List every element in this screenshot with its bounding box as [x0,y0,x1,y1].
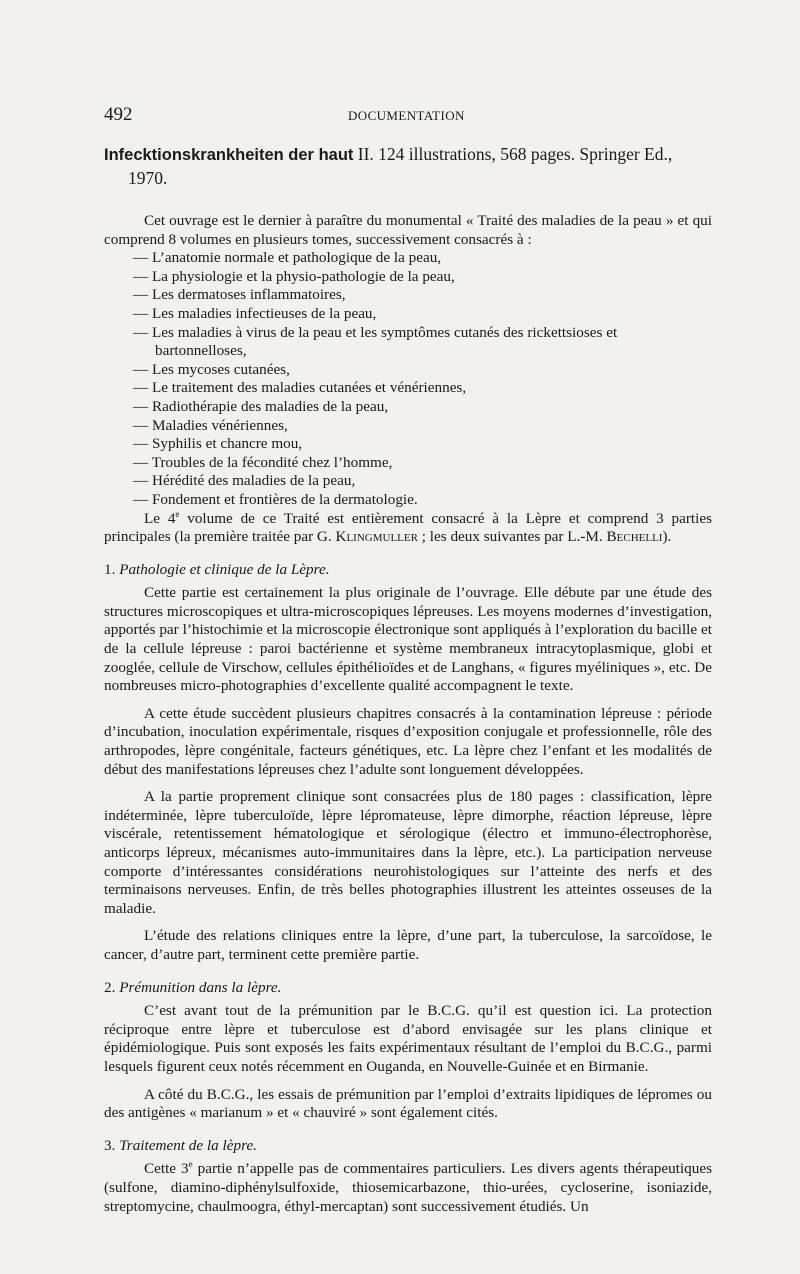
text-run: volume de ce Traité est entièrement consacré à la Lèpre et comprend 3 parties principales (la première traitée par G. [104,509,712,546]
page-header [104,104,704,134]
paragraph: A la partie proprement clinique sont consacrées plus de 180 pages : classification, lèpre indéterminée, lèpre tuberculoïde, lèpre lépromateuse, lèpre dimorphe, réaction lépreuse, lèpre viscérale, retentissement hématologique et sérologique (électro et immuno-électrophorèse, anticorps lépreux, mécanismes auto-immunitaires dans la lèpre, etc.). La participation nerveuse comporte d’intéressantes considérations neurohistologiques sur l’atteinte des nerfs et des terminaisons nerveuses. Enfin, de très belles photographies illustrent les atteintes osseuses de la maladie. [104,788,712,917]
section-number: 1. [104,560,116,578]
text-run: ; les deux suivantes par L.-M. [421,528,603,546]
list-item: — Les dermatoses inflammatoires, [133,286,346,304]
section-heading-2 [104,979,712,998]
author-name: Bechelli [606,528,663,546]
article-body [104,143,712,1216]
superscript: e [175,508,180,519]
paragraph: A côté du B.C.G., les essais de prémunition par l’emploi d’extraits lipidiques de lépromes ou des antigènes « marianum » et « chauviré » sont également cités. [104,1085,712,1122]
paragraph: L’étude des relations cliniques entre la lèpre, d’une part, la tuberculose, la sarcoïdose, le cancer, d’autre part, terminent cette première partie. [104,927,712,963]
author-name: Klingmuller [335,528,418,546]
list-item: — Troubles de la fécondité chez l’homme, [133,453,393,471]
book-title: Infecktionskrankheiten der haut [104,146,354,164]
superscript: e [188,1159,193,1170]
section-number: 2. [104,978,116,996]
paragraph: C’est avant tout de la prémunition par le B.C.G. qu’il est question ici. La protection réciproque entre lèpre et tuberculose est d’abord envisagée sur les plans clinique et épidémiologique. Puis sont exposés les faits expérimentaux résultant de l’emploi du B.C.G., parmi lesquels figurent ceux notés récemment en Ouganda, en Nouvelle-Guinée et en Birmanie. [104,1002,712,1075]
list-item: — Les maladies à virus de la peau et les symptômes cutanés des rickettsioses et bartonnelloses, [133,323,618,360]
volume-list [104,249,712,509]
section-heading-3 [104,1137,712,1156]
list-item: — Fondement et frontières de la dermatologie. [133,490,418,508]
book-details: II. 124 illustrations, 568 pages. Springer Ed., 1970. [128,144,673,188]
section-title: Prémunition dans la lèpre. [119,978,282,996]
volume4-paragraph [104,510,712,547]
page-number: 492 [104,104,133,125]
list-item: — La physiologie et la physio-pathologie de la peau, [133,267,455,285]
text-run: Le 4 [144,509,176,527]
section-heading-1 [104,561,712,580]
book-reference [104,143,712,190]
text-run: Cette 3 [144,1160,189,1178]
list-item: — Les maladies infectieuses de la peau, [133,304,377,322]
section-title: Pathologie et clinique de la Lèpre. [119,560,330,578]
section-title: Traitement de la lèpre. [119,1136,257,1154]
list-item: — L’anatomie normale et pathologique de la peau, [133,249,442,267]
text-run: partie n’appelle pas de commentaires particuliers. Les divers agents thérapeutiques (sulfone, diamino-diphénylsulfoxide, thiosemicarbazone, thio-urées, cycloserine, isoniazide, streptomycine, chaulmoogra, éthyl-mercaptan) sont successivement étudiés. Un [104,1160,712,1215]
paragraph [104,1160,712,1216]
intro-paragraph: Cet ouvrage est le dernier à paraître du monumental « Traité des maladies de la peau » et qui comprend 8 volumes en plusieurs tomes, successivement consacrés à : [104,212,712,248]
text-run: ). [662,528,672,546]
running-title: DOCUMENTATION [348,108,465,123]
list-item: — Radiothérapie des maladies de la peau, [133,397,389,415]
paragraph: Cette partie est certainement la plus originale de l’ouvrage. Elle débute par une étude des structures microscopiques et ultra-microscopiques lépreuses. Les moyens modernes d’investigation, apportés par l’histochimie et la microscopie électronique sont appliqués à l’exploration du bacille et de la cellule lépreuse : paroi bactérienne et système membraneux intracytoplasmique, globi et zooglée, cellule de Virschow, cellules épithélioïdes et de Langhans, « figures myéliniques », etc. De nombreuses micro-photographies d’excellente qualité accompagnent le texte. [104,584,712,695]
list-item: — Syphilis et chancre mou, [133,435,303,453]
list-item: — Les mycoses cutanées, [133,360,290,378]
list-item: — Maladies vénériennes, [133,416,288,434]
list-item: — Hérédité des maladies de la peau, [133,472,356,490]
list-item: — Le traitement des maladies cutanées et vénériennes, [133,379,467,397]
section-number: 3. [104,1136,116,1154]
paragraph: A cette étude succèdent plusieurs chapitres consacrés à la contamination lépreuse : période d’incubation, inoculation expérimentale, risques d’exposition conjugale et professionnelle, rôle des arthropodes, lèpre congénitale, facteurs génétiques, etc. La lèpre chez l’enfant et les modalités de début des manifestations lépreuses chez l’adulte sont longuement développées. [104,704,712,778]
